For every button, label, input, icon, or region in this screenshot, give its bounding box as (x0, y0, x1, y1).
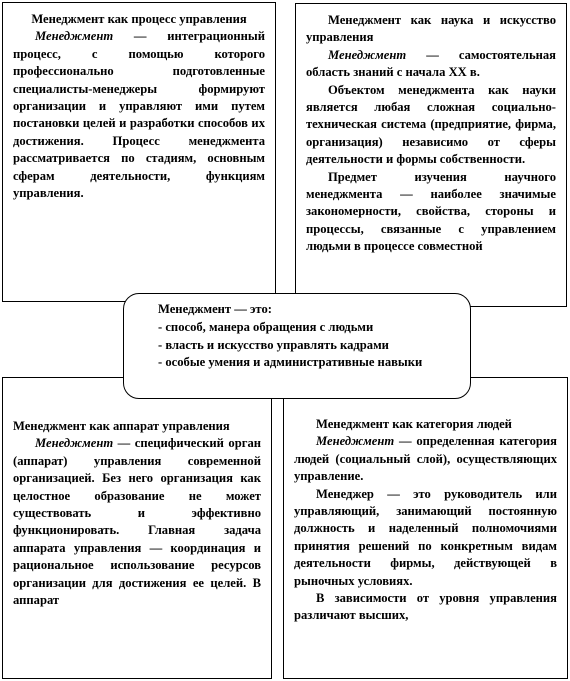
science-title: Менеджмент как наука и искусство управления (306, 13, 556, 45)
category-manager-paragraph: Менеджер — это руководитель или управляющий, занимающий постоянную должность и наделенный полномочиями принятия решений по конкретным видам деятельности фирмы, действующей в рыночных условиях. (294, 486, 557, 588)
center-definition-bubble (123, 293, 471, 399)
science-text: — самостоятельная область знаний с начала XX в. (306, 47, 556, 80)
process-text: — интеграционный процесс, с помощью которого профессионально подготовленные специалисты-менеджеры формируют организации и управляют ими путем постановки целей и разработки способов их достижения. Процесс менеджмента рассматривается по стадиям, основным сферам деятельности, функциям управления. (13, 29, 265, 201)
box-management-as-category (283, 377, 568, 679)
category-definition (294, 433, 557, 485)
center-item: - власть и искусство управлять кадрами (158, 337, 389, 352)
process-title: Менеджмент как процесс управления (31, 12, 247, 26)
center-item: - особые умения и административные навыки (158, 355, 423, 370)
box-management-as-process (2, 2, 276, 302)
process-term: Менеджмент (35, 29, 114, 44)
apparatus-term: Менеджмент (35, 436, 114, 451)
center-item: - способ, манера обращения с людьми (158, 320, 374, 335)
category-levels-paragraph: В зависимости от уровня управления различают высших, (294, 591, 557, 623)
science-object-paragraph: Объектом менеджмента как науки является любая сложная социально-техническая система (предприятие, фирма, организация) независимо от сферы деятельности и формы собственности. (306, 82, 556, 167)
apparatus-text: — специфический орган (аппарат) управления современной организацией. Без него организация как целостное образование не может существовать и эффективно функционировать. Главная задача аппарата управления — координация и рациональное использование ресурсов организации для достижения ее целей. В аппарат (13, 436, 261, 608)
category-text: — определенная категория людей (социальный слой), осуществляющих управление. (294, 434, 557, 484)
apparatus-definition (13, 435, 261, 609)
process-definition (13, 28, 265, 202)
category-title: Менеджмент как категория людей (316, 417, 512, 431)
science-subject-paragraph: Предмет изучения научного менеджмента — наиболее значимые закономерности, свойства, стороны и процессы, связанные с управлением людьми в процессе совместной (306, 169, 556, 254)
center-heading: Менеджмент — это: (158, 302, 272, 316)
box-management-as-science (295, 3, 567, 307)
science-definition (306, 47, 556, 82)
apparatus-title: Менеджмент как аппарат управления (13, 419, 230, 433)
box-management-as-apparatus (2, 377, 272, 679)
science-term: Менеджмент (328, 47, 407, 62)
category-term: Менеджмент (316, 434, 395, 449)
